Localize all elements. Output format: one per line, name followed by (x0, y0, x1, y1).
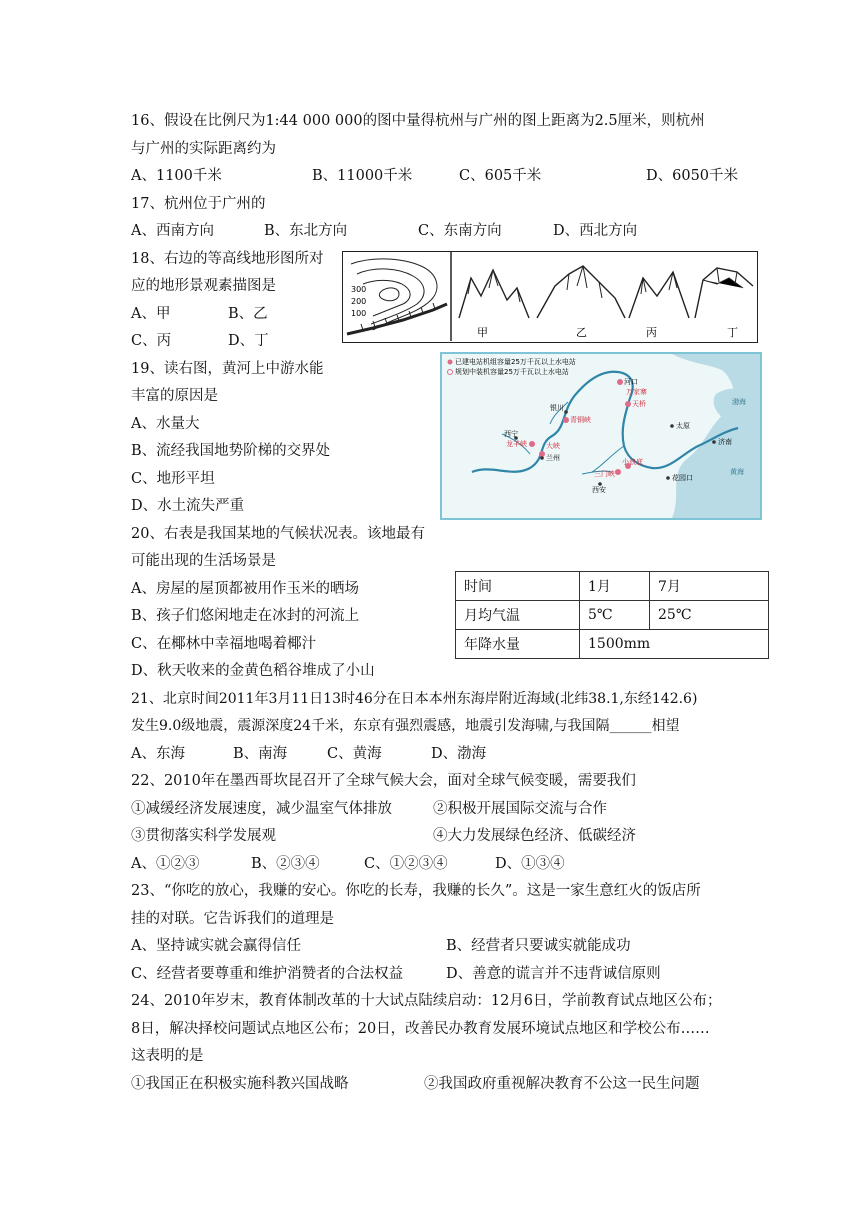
place-bohai: 渤海 (732, 398, 746, 406)
q18-option-a: A、甲 (131, 306, 171, 322)
q18-option-b: B、乙 (228, 306, 268, 322)
table-cell: 7月 (650, 572, 769, 601)
place-qingtongxia: 青铜峡 (570, 416, 591, 424)
table-cell: 1月 (580, 572, 650, 601)
climate-rain-row (456, 630, 769, 659)
q24-stem-line3: 这表明的是 (131, 1048, 204, 1064)
q16-option-c: C、605千米 (459, 168, 542, 184)
q24-stem-line1: 24、2010年岁末，教育体制改革的十大试点陆续启动：12月6日，学前教育试点地区公布； (131, 993, 722, 1009)
q22-option-c: C、①②③④ (364, 856, 448, 872)
q24-stem-line2: 8日，解决择校问题试点地区公布；20日，改善民办教育发展环境试点地区和学校公布…… (131, 1021, 710, 1037)
q18-option-d: D、丁 (228, 333, 269, 349)
q16-option-a: A、1100千米 (131, 168, 222, 184)
contour-label-300: 300 (351, 285, 367, 294)
table-cell: 1500mm (580, 630, 769, 659)
place-sanmenxia: 三门峡 (594, 470, 615, 478)
q22-statement-3: ③贯彻落实科学发展观 (131, 828, 276, 844)
contour-label-200: 200 (351, 297, 367, 306)
q20-stem-line2: 可能出现的生活场景是 (131, 553, 276, 569)
q22-option-b: B、②③④ (251, 856, 320, 872)
q22-statement-1: ①减缓经济发展速度，减少温室气体排放 (131, 801, 392, 817)
q24-statement-1: ①我国正在积极实施科教兴国战略 (131, 1076, 349, 1092)
place-huayuankou: 花园口 (672, 474, 693, 482)
q19-stem-line2: 丰富的原因是 (131, 388, 218, 404)
table-cell: 月均气温 (456, 601, 580, 630)
q18-stem-line1: 18、右边的等高线地形图所对 (131, 251, 324, 267)
q16-option-d: D、6050千米 (646, 168, 739, 184)
q21-option-b: B、南海 (233, 746, 288, 762)
sketch-label-ding: 丁 (727, 326, 738, 339)
q18-stem-line2: 应的地形景观素描图是 (131, 278, 276, 294)
q22-statement-4: ④大力发展绿色经济、低碳经济 (433, 828, 636, 844)
climate-header-row (456, 572, 769, 601)
q16-option-b: B、11000千米 (312, 168, 413, 184)
place-longyangxia: 龙羊峡 (506, 440, 527, 448)
place-wanjiazhai: 万家寨 (626, 388, 647, 396)
q18-option-c: C、丙 (131, 333, 172, 349)
place-jinan: 济南 (718, 438, 732, 446)
q19-option-a: A、水量大 (131, 416, 200, 432)
q22-option-a: A、①②③ (131, 856, 200, 872)
q17-stem: 17、杭州位于广州的 (131, 196, 266, 212)
q20-option-c: C、在椰林中幸福地喝着椰汁 (131, 636, 317, 652)
q23-option-d: D、善意的谎言并不违背诚信原则 (446, 966, 661, 982)
table-cell: 时间 (456, 572, 580, 601)
climate-temp-row (456, 601, 769, 630)
place-taiyuan: 太原 (676, 422, 690, 430)
place-hekou: 河口 (624, 378, 638, 386)
sketch-label-jia: 甲 (477, 326, 488, 339)
q21-option-c: C、黄海 (327, 746, 382, 762)
map-legend-built: 已建电站机组容量25万千瓦以上水电站 (455, 358, 576, 366)
q16-stem-line1: 16、假设在比例尺为1:44 000 000的图中量得杭州与广州的图上距离为2.5厘米，则杭州 (131, 113, 705, 129)
yellow-river-svg (442, 354, 760, 518)
map-legend-planned: 规划中装机容量25万千瓦以上水电站 (455, 368, 569, 376)
sketch-label-bing: 丙 (646, 326, 657, 339)
q23-option-b: B、经营者只要诚实就能成功 (446, 938, 631, 954)
q17-option-c: C、东南方向 (418, 223, 502, 239)
place-daxia: 大峡 (546, 442, 560, 450)
q16-stem-line2: 与广州的实际距离约为 (131, 141, 276, 157)
contour-label-100: 100 (351, 309, 367, 318)
q23-stem-line1: 23、“你吃的放心，我赚的安心。你吃的长寿，我赚的长久”。这是一家生意红火的饭店所 (131, 883, 701, 899)
q23-stem-line2: 挂的对联。它告诉我们的道理是 (131, 911, 334, 927)
q20-option-b: B、孩子们悠闲地走在冰封的河流上 (131, 608, 360, 624)
q19-stem-line1: 19、读右图，黄河上中游水能 (131, 361, 324, 377)
table-cell: 25℃ (650, 601, 769, 630)
q19-option-c: C、地形平坦 (131, 471, 215, 487)
q24-statement-2: ②我国政府重视解决教育不公这一民生问题 (424, 1076, 700, 1092)
place-yinchuan: 银川 (550, 404, 564, 412)
q21-option-a: A、东海 (131, 746, 185, 762)
table-cell: 年降水量 (456, 630, 580, 659)
place-xian: 西安 (592, 486, 606, 494)
q22-option-d: D、①③④ (495, 856, 565, 872)
q23-option-a: A、坚持诚实就会赢得信任 (131, 938, 301, 954)
q21-option-d: D、渤海 (431, 746, 487, 762)
q23-option-c: C、经营者要尊重和维护消赞者的合法权益 (131, 966, 404, 982)
place-xining: 西宁 (504, 430, 518, 438)
climate-table (455, 571, 769, 659)
terrain-figure (342, 251, 758, 343)
place-huanghai: 黄海 (730, 468, 744, 476)
yellow-river-map (440, 352, 762, 520)
q17-option-d: D、西北方向 (553, 223, 638, 239)
q19-option-b: B、流经我国地势阶梯的交界处 (131, 443, 331, 459)
q22-statement-2: ②积极开展国际交流与合作 (433, 801, 607, 817)
place-tianqiao: 天桥 (632, 400, 646, 408)
q19-option-d: D、水土流失严重 (131, 498, 245, 514)
q21-stem-line1: 21、北京时间2011年3月11日13时46分在日本本州东海岸附近海域(北纬38.1,东经142.6) (131, 691, 698, 707)
table-cell: 5℃ (580, 601, 650, 630)
place-xiaolangdi: 小浪底 (622, 458, 643, 466)
q20-stem-line1: 20、右表是我国某地的气候状况表。该地最有 (131, 526, 425, 542)
sketch-label-yi: 乙 (576, 326, 587, 339)
q20-option-d: D、秋天收来的金黄色稻谷堆成了小山 (131, 663, 375, 679)
q22-stem: 22、2010年在墨西哥坎昆召开了全球气候大会，面对全球气候变暖，需要我们 (131, 773, 636, 789)
terrain-svg (343, 252, 756, 341)
q20-option-a: A、房屋的屋顶都被用作玉米的晒场 (131, 581, 359, 597)
q21-stem-line2: 发生9.0级地震，震源深度24千米，东京有强烈震感，地震引发海啸,与我国隔______相望 (131, 718, 680, 734)
place-lanzhou: 兰州 (546, 454, 560, 462)
q17-option-b: B、东北方向 (264, 223, 348, 239)
q17-option-a: A、西南方向 (131, 223, 214, 239)
